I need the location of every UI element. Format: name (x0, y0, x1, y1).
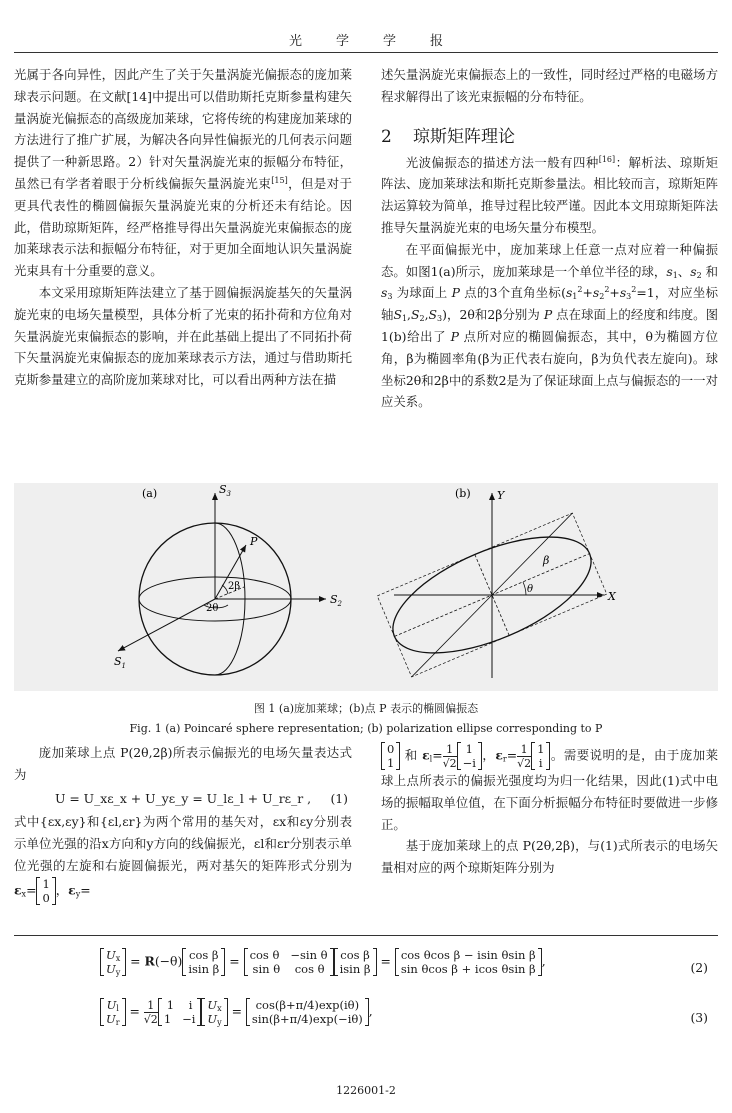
figure-caption-en: Fig. 1 (a) Poincaré sphere representation; (b) polarization ellipse corresponding to P (129, 722, 603, 735)
x-label: X (608, 590, 616, 603)
header-rule (14, 52, 718, 53)
figure-caption-cn: 图 1 (a)庞加莱球；(b)点 P 表示的椭圆偏振态 (253, 702, 479, 715)
equation-1: U = U_xε_x + U_yε_y = U_lε_l + U_rε_r , (1) (54, 790, 348, 806)
lower-right-column (381, 742, 718, 879)
equations-rule (14, 935, 718, 936)
left-paragraph-2: 本文采用琼斯矩阵法建立了基于圆偏振涡旋基矢的矢量涡旋光束的电场矢量模型，具体分析了光束的拓扑荷和方位角对矢量涡旋光束偏振态的影响，并在此基础上提出了不同拓扑荷下矢量涡旋光束偏振态的庞加莱球表示方法，通过与借助斯托克斯参量建立的高阶庞加莱球对比，可以看出两种方法在描 (14, 284, 352, 388)
right-paragraph-1: 光波偏振态的描述方法一般有四种[16]：解析法、琼斯矩阵法、庞加莱球法和斯托克斯参量法。相比较而言，琼斯矩阵法运算较为简单，推导过程比较严谨。因此本文用琼斯矩阵法推导矢量涡旋光束的电场矢量分布模型。 (381, 154, 719, 235)
left-column (14, 64, 352, 391)
equation-2: $U_x$ $U_y = R(-\theta)$ cos β isin β = cos θ −sin θ sin θ cos θcos β isin β = cos θcos β − isin θsin β sin θcos β + icos θsin β, (2) (100, 948, 708, 976)
theta-label: θ (527, 584, 534, 595)
panel-b-label: (b) (455, 487, 471, 500)
page-footer: 1226001-2 (336, 1084, 396, 1097)
left-paragraph-1: 光属于各向异性，因此产生了关于矢量涡旋光偏振态的庞加莱球表示问题。在文献[14]中提出可以借助斯托克斯参量构建矢量涡旋光偏振态的高级庞加莱球，它将传统的构建庞加莱球的方法进行了推广扩展，为解决各向异性偏振光的几何表示问题提供了一种新思路。2）针对矢量涡旋光束的振幅分布特征，虽然已有学者着眼于分析线偏振矢量涡旋光束[15]，但是对于更具代表性的椭圆偏振矢量涡旋光束的分析还未有结论。因此，借助琼斯矩阵，经严格推导得出矢量涡旋光束偏振态的庞加莱球表示法和振幅分布特征，对于更加全面地认识矢量涡旋光束具有十分重要的意义。 (14, 67, 353, 279)
figure-1 (14, 483, 718, 691)
journal-header: 光学学报 (288, 34, 477, 49)
s2-label: $S_2$ (330, 593, 343, 608)
lower-left-paragraph-1: 庞加莱球上点 P(2θ,2β)所表示偏振光的电场矢量表达式为 (14, 745, 352, 782)
lower-right-paragraph-2: 基于庞加莱球上的点 P(2θ,2β)，与(1)式所表示的电场矢量相对应的两个琼斯矩阵分别为 (381, 838, 718, 876)
y-label: Y (497, 489, 505, 502)
lower-left-paragraph-2: 式中{εx,εy}和{εl,εr}为两个常用的基矢对，εx和εy分别表示单位光强的沿x方向和y方向的线偏振光，εl和εr分别表示单位光强的左旋和右旋圆偏振光，两对基矢的矩阵形式分别为 $\varepsilon_x= 1$ 0，$\varepsilon_y=$ (14, 814, 352, 905)
panel-a-label: (a) (142, 487, 158, 500)
theta-arc-b (523, 582, 526, 595)
s1-label: $S_1$ (114, 655, 127, 670)
two-beta-label: 2β (228, 581, 241, 592)
right-paragraph-2: 在平面偏振光中，庞加莱球上任意一点对应着一种偏振态。如图1(a)所示，庞加莱球是一个单位半径的球，$s_1$、$s_2$ 和 $s_3$ 为球面上 P 点的3个直角坐标($s_1^2+s_2^2+s_3^2=1$，对应坐标轴$S_1,S_2,S_3$)，2θ和2β分别为 P 点在球面上的经度和纬度。图1(b)给出了 P 点所对应的椭圆偏振态，其中，θ为椭圆方位角，β为椭圆率角(β为正代表右旋向，β为负代表左旋向)。球坐标2θ和2β中的系数2是为了保证球面上点与偏振态的一一对应关系。 (381, 241, 718, 410)
s3-label: $S_3$ (219, 483, 232, 498)
section-heading: 2 琼斯矩阵理论 (381, 126, 515, 147)
right-paragraph-0: 述矢量涡旋光束偏振态上的一致性，同时经过严格的电磁场方程求解得出了该光束振幅的分布特征。 (381, 67, 718, 104)
s1-axis (118, 599, 215, 651)
lower-left-column (14, 742, 352, 905)
figure-1-graphic (14, 483, 718, 691)
p-label: P (250, 535, 258, 548)
equation-3: $U_l$ $U_r$ = 1 √21 i $1 -iU_x$ $U_y = \cos(\beta+\pi/4)\exp(i\theta)$ sin(β+π/4)exp(−iθ), (3) (100, 998, 708, 1026)
beta-label: β (543, 554, 550, 567)
lower-right-paragraph-1: 0 1 和 $\varepsilon_l=$ 1 √21 −i，$\varepsilon_r=$ 1 √21 i。需要说明的是，由于庞加莱球上点所表示的偏振光强度均为归一化结果，因此(1)式中电场的振幅取单位值，在下面分析振幅分布特征时要做进一步修正。 (381, 742, 718, 832)
right-column (381, 64, 718, 413)
two-theta-label: 2θ (206, 603, 219, 614)
